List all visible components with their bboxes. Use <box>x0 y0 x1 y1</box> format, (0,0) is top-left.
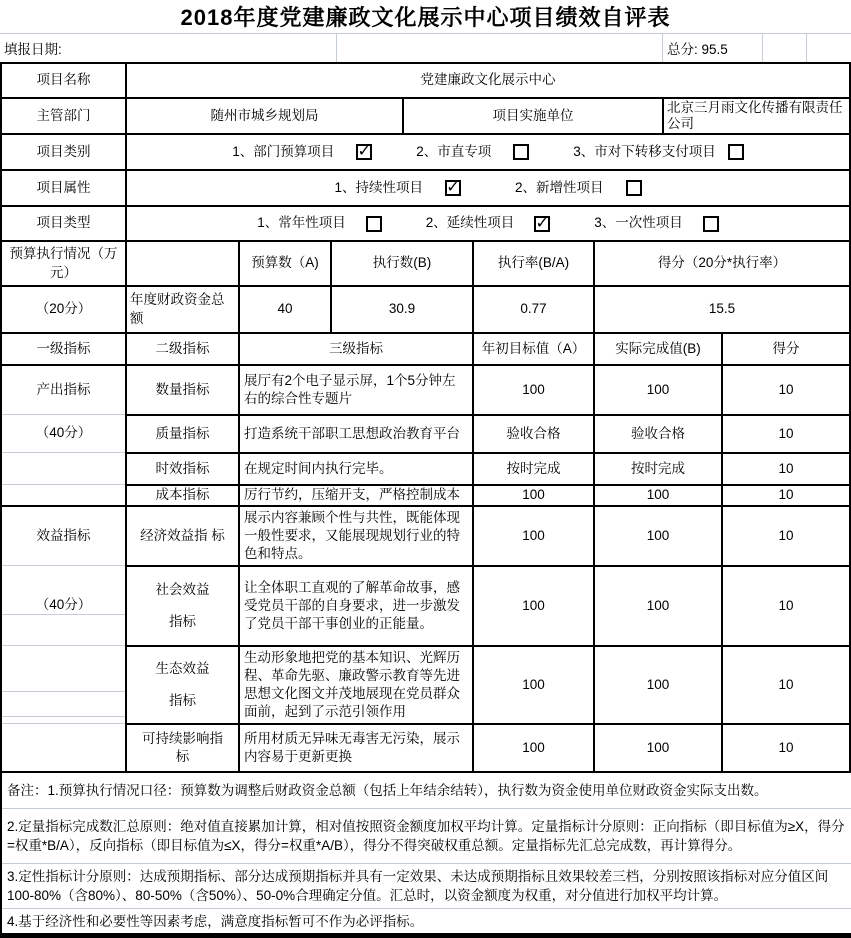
notes-section <box>0 773 851 938</box>
total-score: 总分: 95.5 <box>663 34 763 62</box>
note-1: 备注：1.预算执行情况口径：预算数为调整后财政资金总额（包括上年结余结转），执行数为资金使用单位财政资金实际支出数。 <box>7 783 768 798</box>
level1-label: 产出指标 <box>36 381 91 397</box>
exec-value: 30.9 <box>330 287 472 332</box>
score-cell: 10 <box>721 366 849 414</box>
note-3: 3.定性指标计分原则：达成预期指标、部分达成预期指标并具有一定效果、未达成预期指标且效果较差三档，分别按照该指标对应分值区间100-80%（含80%）、80-50%（含50%）、50-0%合理确定分值。汇总时，以资金额度为权重，对分值进行加权平均计算。 <box>2 863 851 908</box>
level1-label: （40分） <box>2 565 125 645</box>
indicator-row-quality <box>2 414 849 452</box>
level3-text: 展厅有2个电子显示屏，1个5分钟左右的综合性专题片 <box>238 366 472 414</box>
level3-text: 打造系统干部职工思想政治教育平台 <box>238 414 472 452</box>
actual-value: 100 <box>593 723 721 771</box>
target-value: 100 <box>472 723 593 771</box>
header-score: 得分 <box>721 334 849 364</box>
level2-label: 质量指标 <box>125 414 238 452</box>
indicator-row-sustainability <box>2 723 849 771</box>
empty-cell <box>125 242 238 285</box>
project-category-label: 项目类别 <box>36 143 91 159</box>
project-type-row <box>2 205 849 240</box>
level2-label: 数量指标 <box>125 366 238 414</box>
level2-label: 可持续影响指标 <box>125 723 238 771</box>
fill-date-value-cell[interactable] <box>337 34 663 62</box>
note-4: 4.基于经济性和必要性等因素考虑，满意度指标暂可不作为必评指标。 <box>2 908 851 933</box>
fill-date-label: 填报日期: <box>0 34 337 62</box>
level2-label: 时效指标 <box>125 452 238 484</box>
score-cell: 10 <box>721 452 849 484</box>
level2-label: 社会效益 指标 <box>125 565 238 645</box>
indicator-row-cost <box>2 484 849 505</box>
header-level2: 二级指标 <box>125 334 238 364</box>
checkbox-dept-budget[interactable]: ✓ <box>357 143 371 160</box>
actual-value: 按时完成 <box>593 452 721 484</box>
checkbox-city-special[interactable] <box>513 144 529 160</box>
header-level3: 三级指标 <box>238 334 472 364</box>
target-value: 验收合格 <box>472 414 593 452</box>
project-attribute-row <box>2 169 849 205</box>
project-category-row <box>2 133 849 169</box>
option-one-time <box>594 214 719 232</box>
category-options <box>127 143 849 161</box>
option-label: 3、市对下转移支付项目 <box>573 143 716 159</box>
note-2: 2.定量指标完成数汇总原则：绝对值直接累加计算，相对值按照资金额度加权平均计算。定量指标计分原则：正向指标（即目标值为≥X，得分=权重*B/A），反向指标（即目标值为≤X，得分=权重*A/B），得分不得突破权重总额。定量指标先汇总完成数，再计算得分。 <box>2 808 851 863</box>
target-value: 100 <box>472 366 593 414</box>
level1-label <box>2 723 125 771</box>
level1-label: （40分） <box>2 414 125 452</box>
checkbox-new[interactable] <box>626 180 642 196</box>
score-cell: 10 <box>721 414 849 452</box>
option-new <box>515 179 642 197</box>
level3-text: 生动形象地把党的基本知识、光辉历程、革命先驱、廉政警示教育等先进思想文化图文并茂地展现在党员群众面前，起到了示范引领作用 <box>238 645 472 723</box>
exec-col-header: 执行数(B) <box>330 242 472 285</box>
implementing-unit-value: 北京三月雨文化传播有限责任公司 <box>662 99 849 133</box>
actual-value: 验收合格 <box>593 414 721 452</box>
empty-cell <box>807 34 851 62</box>
checkbox-transfer-payment[interactable] <box>728 144 744 160</box>
level3-text: 厉行节约，压缩开支，严格控制成本 <box>238 484 472 505</box>
implementing-unit-label: 项目实施单位 <box>402 99 662 133</box>
score-col-header: 得分（20分*执行率） <box>593 242 849 285</box>
budget-values-row <box>2 285 849 332</box>
score-cell: 10 <box>721 645 849 723</box>
project-name-value: 党建廉政文化展示中心 <box>125 64 849 97</box>
level1-label <box>2 645 125 723</box>
actual-value: 100 <box>593 565 721 645</box>
checkbox-continuous[interactable]: ✓ <box>446 179 460 196</box>
option-label: 2、市直专项 <box>416 143 492 159</box>
checkbox-one-time[interactable] <box>703 216 719 232</box>
header-target: 年初目标值（A） <box>472 334 593 364</box>
actual-value: 100 <box>593 507 721 565</box>
type-options <box>127 214 849 232</box>
option-continuous <box>334 179 461 197</box>
option-label: 1、持续性项目 <box>334 179 423 195</box>
score-value: 15.5 <box>593 287 849 332</box>
score-cell: 10 <box>721 507 849 565</box>
rate-col-header: 执行率(B/A) <box>472 242 593 285</box>
level1-label <box>2 484 125 505</box>
indicator-row-economic <box>2 505 849 565</box>
level3-text: 所用材质无异味无毒害无污染，展示内容易于更新更换 <box>238 723 472 771</box>
option-label: 1、部门预算项目 <box>232 143 335 159</box>
level2-label: 生态效益 指标 <box>125 645 238 723</box>
option-label: 2、延续性项目 <box>425 215 515 231</box>
level3-text: 让全体职工直观的了解革命故事，感受党员干部的自身要求，进一步激发了党员干部干事创业的正能量。 <box>238 565 472 645</box>
checkbox-perennial[interactable] <box>366 216 382 232</box>
annual-fund-label: 年度财政资金总额 <box>125 287 238 332</box>
department-row <box>2 97 849 133</box>
empty-cell <box>763 34 807 62</box>
page-title: 2018年度党建廉政文化展示中心项目绩效自评表 <box>180 5 671 30</box>
budget-header-row <box>2 240 849 285</box>
indicator-row-social <box>2 565 849 645</box>
score-cell: 10 <box>721 565 849 645</box>
target-value: 100 <box>472 645 593 723</box>
budget-value: 40 <box>238 287 330 332</box>
level2-label: 成本指标 <box>125 484 238 505</box>
option-perennial <box>257 214 382 232</box>
date-score-strip <box>0 33 851 62</box>
score-cell: 10 <box>721 723 849 771</box>
indicator-row-timeliness <box>2 452 849 484</box>
budget-score-weight: （20分） <box>35 301 92 317</box>
option-extended <box>426 214 551 232</box>
actual-value: 100 <box>593 645 721 723</box>
level1-label: 效益指标 <box>36 527 91 543</box>
indicator-row-ecological <box>2 645 849 723</box>
attribute-options <box>127 179 849 197</box>
target-value: 100 <box>472 565 593 645</box>
budget-section-label: 预算执行情况（万元） <box>9 246 118 280</box>
actual-value: 100 <box>593 366 721 414</box>
level3-text: 展示内容兼顾个性与共性，既能体现一般性要求，又能展现规划行业的特色和特点。 <box>238 507 472 565</box>
option-dept-budget <box>232 143 372 161</box>
level3-text: 在规定时间内执行完毕。 <box>238 452 472 484</box>
option-label: 1、常年性项目 <box>257 215 346 231</box>
checkbox-extended[interactable]: ✓ <box>535 214 549 232</box>
project-attribute-label: 项目属性 <box>36 179 91 195</box>
rate-value: 0.77 <box>472 287 593 332</box>
level2-label: 经济效益指 标 <box>125 507 238 565</box>
score-cell: 10 <box>721 484 849 505</box>
indicator-header-row <box>2 332 849 364</box>
project-name-label: 项目名称 <box>36 72 91 88</box>
budget-col-header: 预算数（A) <box>238 242 330 285</box>
header-actual: 实际完成值(B) <box>593 334 721 364</box>
target-value: 100 <box>472 507 593 565</box>
department-value: 随州市城乡规划局 <box>125 99 402 133</box>
option-label: 2、新增性项目 <box>515 179 604 195</box>
actual-value: 100 <box>593 484 721 505</box>
main-table <box>0 62 851 773</box>
option-transfer-payment <box>573 143 744 161</box>
header-level1: 一级指标 <box>36 340 91 356</box>
project-name-row <box>2 64 849 97</box>
option-city-special <box>416 143 529 161</box>
indicator-row-quantity <box>2 364 849 414</box>
target-value: 100 <box>472 484 593 505</box>
target-value: 按时完成 <box>472 452 593 484</box>
department-label: 主管部门 <box>36 107 91 123</box>
project-type-label: 项目类型 <box>36 215 91 231</box>
option-label: 3、一次性项目 <box>594 215 683 231</box>
level1-label <box>2 452 125 484</box>
